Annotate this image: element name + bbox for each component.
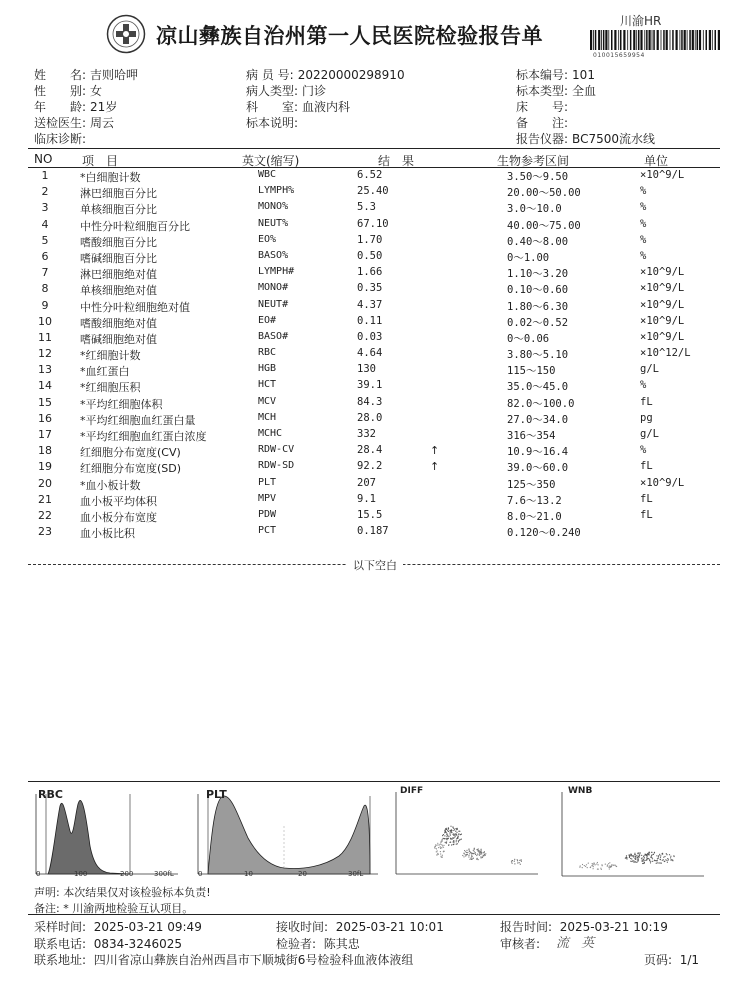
inspector xyxy=(276,935,360,952)
row-abbr: MPV xyxy=(258,492,277,504)
row-no: 14 xyxy=(38,379,52,393)
footer-label: 联系电话: xyxy=(34,937,87,951)
row-no: 13 xyxy=(38,363,52,377)
row-no: 10 xyxy=(38,314,52,328)
row-no: 20 xyxy=(38,476,52,490)
tick-label: 200 xyxy=(120,870,134,878)
row-no: 9 xyxy=(41,298,49,312)
row-item-name: 淋巴细胞百分比 xyxy=(80,187,157,201)
remark-note: 备注: * 川渝两地检验互认项目。 xyxy=(34,902,194,915)
footer-label: 审核者: xyxy=(500,937,541,951)
inspector-value: 陈其忠 xyxy=(323,937,360,951)
reviewer-signature: 流 英 xyxy=(556,936,599,951)
tick-label: 300fL xyxy=(154,870,174,878)
row-item-name: *红细胞压积 xyxy=(80,381,141,395)
row-reference: 1.80～6.30 xyxy=(507,300,569,313)
row-no: 4 xyxy=(41,217,49,231)
info-label: 标本说明: xyxy=(246,116,299,130)
row-unit: ×10^9/L xyxy=(640,298,685,311)
row-reference: 3.50～9.50 xyxy=(507,171,569,183)
row-result: 92.2 xyxy=(357,460,383,473)
header-no: NO xyxy=(34,152,53,166)
row-reference: 0.40～8.00 xyxy=(507,235,569,248)
row-reference: 1.10～3.20 xyxy=(507,268,569,281)
row-unit: % xyxy=(640,233,647,246)
row-abbr: PDW xyxy=(258,508,277,520)
row-flag: ↑ xyxy=(430,444,440,458)
footer-label: 联系地址: xyxy=(34,953,87,967)
blank-note-text: 以下空白 xyxy=(347,559,403,572)
row-unit: % xyxy=(640,444,647,457)
footer-label: 采样时间: xyxy=(34,920,87,934)
receive-time-value: 2025-03-21 10:01 xyxy=(335,920,444,934)
row-unit: ×10^12/L xyxy=(640,347,691,360)
specimen-number: 101 xyxy=(572,68,595,82)
row-unit: % xyxy=(640,379,647,392)
table-row xyxy=(0,427,750,443)
row-abbr: MONO% xyxy=(258,201,289,213)
footer-label: 接收时间: xyxy=(276,920,329,934)
row-reference: 3.0～10.0 xyxy=(507,203,562,216)
row-reference: 39.0～60.0 xyxy=(507,462,569,475)
row-unit: g/L xyxy=(640,428,659,440)
row-abbr: RBC xyxy=(258,347,277,359)
row-unit: fL xyxy=(640,508,653,521)
row-item-name: 嗜酸细胞百分比 xyxy=(80,235,157,249)
header-ref: 生物参考区间 xyxy=(497,154,570,168)
row-reference: 8.0～21.0 xyxy=(507,510,562,523)
info-label: 送检医生: xyxy=(34,116,87,130)
row-no: 2 xyxy=(41,185,49,199)
row-result: 4.64 xyxy=(357,347,383,360)
receive-time xyxy=(276,918,444,935)
row-result: 207 xyxy=(357,476,376,489)
info-label: 科 室: xyxy=(246,100,299,114)
header-unit: 单位 xyxy=(644,154,669,168)
row-no: 22 xyxy=(38,508,52,522)
row-unit: ×10^9/L xyxy=(640,266,685,279)
row-item-name: 单核细胞百分比 xyxy=(80,203,157,217)
row-abbr: RDW-CV xyxy=(258,444,295,456)
row-no: 8 xyxy=(41,282,49,296)
row-result: 4.37 xyxy=(357,298,383,311)
row-abbr: LYMPH% xyxy=(258,185,295,197)
row-unit: % xyxy=(640,217,647,230)
brand-tag: 川渝HR xyxy=(620,14,662,28)
info-remark xyxy=(516,114,568,131)
info-instrument xyxy=(516,130,655,147)
row-abbr: EO% xyxy=(258,233,277,245)
tick-label: 100 xyxy=(74,870,88,878)
row-item-name: *平均红细胞血红蛋白量 xyxy=(80,413,196,427)
page-number xyxy=(644,951,699,968)
table-header xyxy=(0,152,750,168)
divider xyxy=(28,781,720,782)
reviewer xyxy=(500,935,540,952)
table-row xyxy=(0,378,750,394)
row-item-name: 中性分叶粒细胞百分比 xyxy=(80,219,190,233)
info-label: 年 龄: xyxy=(34,100,87,114)
row-result: 1.66 xyxy=(357,266,383,279)
report-time-value: 2025-03-21 10:19 xyxy=(559,920,668,934)
tick-label: 30fL xyxy=(348,870,364,878)
info-name xyxy=(34,66,138,83)
info-specimen-note xyxy=(246,114,298,131)
table-row xyxy=(0,362,750,378)
report-title: 凉山彝族自治州第一人民医院检验报告单 xyxy=(156,24,543,48)
row-no: 21 xyxy=(38,492,52,506)
patient-type: 门诊 xyxy=(302,84,327,98)
info-specimen-no xyxy=(516,66,595,83)
row-item-name: 血小板平均体积 xyxy=(80,494,157,508)
row-reference: 10.9～16.4 xyxy=(507,446,569,459)
info-specimen-type xyxy=(516,82,596,99)
row-no: 18 xyxy=(38,444,52,458)
footer-label: 检验者: xyxy=(276,937,317,951)
info-sex xyxy=(34,82,102,99)
table-row xyxy=(0,411,750,427)
row-abbr: EO# xyxy=(258,314,277,326)
rbc-histogram xyxy=(30,786,180,882)
table-row xyxy=(0,281,750,297)
row-result: 332 xyxy=(357,428,376,440)
tick-label: 0 xyxy=(198,870,203,878)
row-item-name: 嗜酸细胞绝对值 xyxy=(80,316,157,330)
row-item-name: 嗜碱细胞绝对值 xyxy=(80,332,157,346)
diff-scatter-plot xyxy=(392,786,542,882)
row-item-name: 红细胞分布宽度(SD) xyxy=(80,462,182,476)
row-result: 28.0 xyxy=(357,411,383,424)
row-no: 3 xyxy=(41,201,49,215)
row-unit: ×10^9/L xyxy=(640,282,685,295)
info-label: 病人类型: xyxy=(246,84,299,98)
table-row xyxy=(0,314,750,330)
patient-age: 21岁 xyxy=(90,100,118,114)
row-reference: 0～0.06 xyxy=(507,332,550,345)
row-abbr: HCT xyxy=(258,379,277,391)
department: 血液内科 xyxy=(302,100,351,114)
row-item-name: 单核细胞绝对值 xyxy=(80,284,157,298)
row-item-name: 嗜碱细胞百分比 xyxy=(80,251,157,265)
footer-label: 页码: xyxy=(644,953,673,967)
row-reference: 0～1.00 xyxy=(507,251,550,264)
row-reference: 0.02～0.52 xyxy=(507,316,569,329)
tick-label: 0 xyxy=(36,870,41,878)
tick-label: 20 xyxy=(298,870,307,878)
row-abbr: MCHC xyxy=(258,428,283,439)
row-unit: fL xyxy=(640,492,653,505)
row-result: 67.10 xyxy=(357,217,389,230)
row-item-name: 红细胞分布宽度(CV) xyxy=(80,446,181,460)
row-abbr: MONO# xyxy=(258,282,289,294)
row-no: 12 xyxy=(38,347,52,361)
table-row xyxy=(0,508,750,524)
row-abbr: WBC xyxy=(258,169,277,180)
info-bed xyxy=(516,98,568,115)
footer-label: 报告时间: xyxy=(500,920,553,934)
row-no: 17 xyxy=(38,428,52,441)
row-result: 28.4 xyxy=(357,444,383,457)
row-no: 23 xyxy=(38,525,52,539)
info-label: 备 注: xyxy=(516,116,569,130)
row-result: 1.70 xyxy=(357,233,383,246)
diff-scatter xyxy=(392,786,542,882)
patient-name: 吉则哈呷 xyxy=(90,68,139,82)
row-result: 0.35 xyxy=(357,282,383,295)
row-result: 15.5 xyxy=(357,508,383,521)
table-row xyxy=(0,200,750,216)
address-value: 四川省凉山彝族自治州西昌市下顺城街6号检验科血液体液组 xyxy=(93,953,414,967)
row-result: 9.1 xyxy=(357,492,376,505)
table-row xyxy=(0,459,750,475)
row-reference: 40.00～75.00 xyxy=(507,219,581,232)
table-row xyxy=(0,249,750,265)
collect-time-value: 2025-03-21 09:49 xyxy=(93,920,202,934)
statement: 声明: 本次结果仅对该检验标本负责! xyxy=(34,886,211,899)
row-item-name: *血红蛋白 xyxy=(80,365,130,379)
row-reference: 316～354 xyxy=(507,430,556,442)
info-diagnosis xyxy=(34,130,86,147)
info-label: 临床诊断: xyxy=(34,132,87,146)
row-unit: fL xyxy=(640,395,653,408)
row-item-name: 血小板比积 xyxy=(80,527,135,541)
row-unit: pg xyxy=(640,411,653,424)
result-table xyxy=(0,168,750,540)
info-label: 床 号: xyxy=(516,100,569,114)
page-value: 1/1 xyxy=(679,953,699,967)
row-reference: 35.0～45.0 xyxy=(507,381,569,394)
row-item-name: 淋巴细胞绝对值 xyxy=(80,268,157,282)
row-unit: % xyxy=(640,201,647,214)
row-unit: ×10^9/L xyxy=(640,330,685,343)
row-unit: % xyxy=(640,185,647,198)
row-unit: g/L xyxy=(640,363,659,376)
row-no: 19 xyxy=(38,460,52,474)
row-no: 11 xyxy=(38,330,52,344)
row-reference: 0.120～0.240 xyxy=(507,527,581,540)
info-doctor xyxy=(34,114,114,131)
row-item-name: *红细胞计数 xyxy=(80,349,141,363)
row-reference: 115～150 xyxy=(507,365,556,378)
info-label: 报告仪器: xyxy=(516,132,569,146)
record-number: 20220000298910 xyxy=(297,68,405,82)
table-row xyxy=(0,395,750,411)
table-row xyxy=(0,524,750,540)
hospital-logo-icon xyxy=(106,14,146,54)
wnb-scatter xyxy=(558,786,708,882)
table-row xyxy=(0,168,750,184)
header-result: 结 果 xyxy=(378,154,415,168)
patient-sex: 女 xyxy=(90,84,103,98)
rbc-label: RBC xyxy=(38,788,63,801)
table-row xyxy=(0,346,750,362)
table-row xyxy=(0,298,750,314)
row-abbr: HGB xyxy=(258,363,277,375)
wnb-scatter-plot xyxy=(558,786,708,882)
row-no: 16 xyxy=(38,411,52,425)
row-unit: ×10^9/L xyxy=(640,314,685,327)
row-abbr: NEUT% xyxy=(258,217,289,229)
row-result: 0.11 xyxy=(357,314,383,327)
row-result: 5.3 xyxy=(357,201,376,214)
row-no: 7 xyxy=(41,266,49,280)
row-no: 15 xyxy=(38,395,52,409)
row-reference: 82.0～100.0 xyxy=(507,397,575,410)
table-row xyxy=(0,184,750,200)
table-row xyxy=(0,476,750,492)
tick-label: 10 xyxy=(244,870,253,878)
info-label: 标本类型: xyxy=(516,84,569,98)
row-abbr: PCT xyxy=(258,525,277,537)
wnb-label: WNB xyxy=(568,786,593,796)
table-row xyxy=(0,330,750,346)
divider xyxy=(28,148,720,149)
instrument: BC7500流水线 xyxy=(572,132,655,146)
info-age xyxy=(34,98,117,115)
info-dept xyxy=(246,98,350,115)
row-result: 6.52 xyxy=(357,169,383,181)
header-abbr: 英文(缩写) xyxy=(242,154,300,168)
row-item-name: *平均红细胞体积 xyxy=(80,397,163,411)
divider xyxy=(28,914,720,915)
info-label: 姓 名: xyxy=(34,68,87,82)
row-unit: ×10^9/L xyxy=(640,476,685,489)
row-reference: 125～350 xyxy=(507,478,556,491)
row-no: 5 xyxy=(41,233,49,247)
info-patient-type xyxy=(246,82,326,99)
row-item-name: *白细胞计数 xyxy=(80,171,141,184)
row-result: 25.40 xyxy=(357,185,389,198)
diff-label: DIFF xyxy=(400,786,424,796)
row-abbr: NEUT# xyxy=(258,298,289,310)
collect-time xyxy=(34,918,202,935)
table-row xyxy=(0,265,750,281)
plt-label: PLT xyxy=(206,788,227,801)
row-item-name: *平均红细胞血红蛋白浓度 xyxy=(80,430,207,443)
row-reference: 0.10～0.60 xyxy=(507,284,569,297)
row-abbr: RDW-SD xyxy=(258,460,295,472)
patient-doctor: 周云 xyxy=(90,116,115,130)
table-row xyxy=(0,492,750,508)
header-item: 项 目 xyxy=(82,154,119,168)
row-no: 1 xyxy=(41,169,49,182)
row-abbr: BASO# xyxy=(258,330,289,342)
row-reference: 7.6～13.2 xyxy=(507,494,562,507)
row-abbr: MCH xyxy=(258,411,277,423)
row-unit: % xyxy=(640,249,647,262)
address xyxy=(34,951,413,968)
row-reference: 3.80～5.10 xyxy=(507,349,569,362)
info-label: 性 别: xyxy=(34,84,87,98)
barcode-number: 010015659954 xyxy=(593,52,645,59)
info-record-no xyxy=(246,66,405,83)
row-result: 130 xyxy=(357,363,376,376)
table-row xyxy=(0,233,750,249)
blank-note xyxy=(0,557,750,573)
row-flag: ↑ xyxy=(430,460,440,474)
phone xyxy=(34,935,182,952)
row-reference: 20.00～50.00 xyxy=(507,187,581,200)
row-item-name: 血小板分布宽度 xyxy=(80,510,157,524)
table-row xyxy=(0,217,750,233)
row-abbr: LYMPH# xyxy=(258,266,295,278)
phone-value: 0834-3246025 xyxy=(93,937,182,951)
row-abbr: PLT xyxy=(258,476,277,488)
row-item-name: *血小板计数 xyxy=(80,478,141,492)
row-abbr: MCV xyxy=(258,395,277,407)
row-no: 6 xyxy=(41,249,49,263)
row-result: 0.50 xyxy=(357,249,383,262)
barcode-icon xyxy=(590,30,720,50)
table-row xyxy=(0,443,750,459)
info-label: 病 员 号: xyxy=(246,68,294,82)
row-unit: ×10^9/L xyxy=(640,169,685,181)
row-unit: fL xyxy=(640,460,653,473)
row-result: 84.3 xyxy=(357,395,383,408)
specimen-type: 全血 xyxy=(572,84,597,98)
row-reference: 27.0～34.0 xyxy=(507,413,569,426)
row-item-name: 中性分叶粒细胞绝对值 xyxy=(80,300,190,314)
info-label: 标本编号: xyxy=(516,68,569,82)
row-result: 39.1 xyxy=(357,379,383,392)
row-abbr: BASO% xyxy=(258,249,289,261)
row-result: 0.187 xyxy=(357,525,389,538)
row-result: 0.03 xyxy=(357,330,383,343)
plt-histogram xyxy=(194,786,380,882)
